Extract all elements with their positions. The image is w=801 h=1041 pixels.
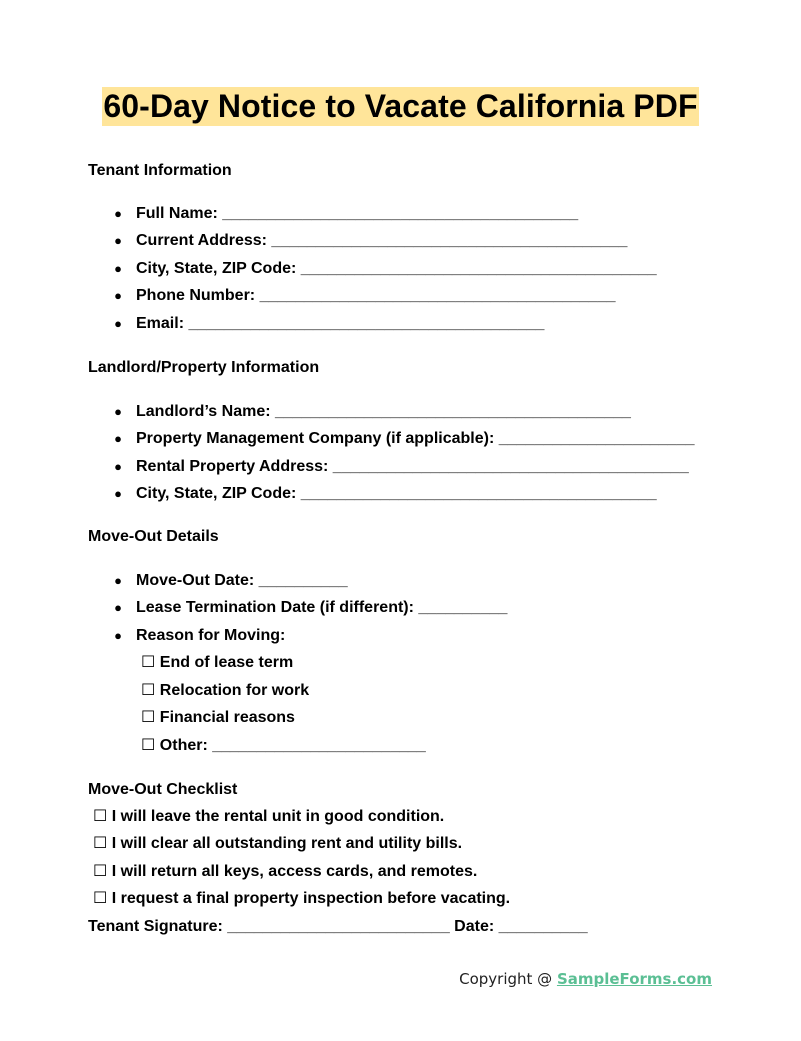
checklist-clear-bills-checkbox[interactable]: ☐ I will clear all outstanding rent and utility bills. <box>93 835 463 853</box>
checklist-return-keys-checkbox[interactable]: ☐ I will return all keys, access cards, and remotes. <box>93 862 478 880</box>
title-block <box>0 87 801 126</box>
moveout-date-field[interactable]: Move-Out Date: __________ <box>136 572 348 589</box>
tenant-full-name-field[interactable]: Full Name: ________________________________________ <box>136 205 579 222</box>
landlord-name-field[interactable]: Landlord’s Name: ________________________________________ <box>136 403 631 420</box>
bullet-icon: ● <box>114 600 122 616</box>
bullet-icon: ● <box>114 627 122 643</box>
reason-for-moving-label: Reason for Moving: <box>136 626 286 644</box>
bullet-icon: ● <box>114 233 122 249</box>
checklist-heading: Move-Out Checklist <box>88 781 238 798</box>
bullet-icon: ● <box>114 486 122 502</box>
bullet-icon: ● <box>114 404 122 419</box>
property-management-field[interactable]: Property Management Company (if applicable): ______________________ <box>136 430 695 448</box>
moveout-details-heading: Move-Out Details <box>88 528 219 545</box>
tenant-current-address-field[interactable]: Current Address: ________________________________________ <box>136 232 628 250</box>
bullet-icon: ● <box>114 288 122 304</box>
bullet-icon: ● <box>114 206 122 221</box>
tenant-phone-field[interactable]: Phone Number: ________________________________________ <box>136 287 616 305</box>
bullet-icon: ● <box>114 260 122 276</box>
copyright-prefix: Copyright @ <box>459 970 557 988</box>
landlord-city-state-zip-field[interactable]: City, State, ZIP Code: ________________________________________ <box>136 485 657 503</box>
signature-date-field[interactable]: Tenant Signature: _________________________ Date: __________ <box>88 918 588 935</box>
bullet-icon: ● <box>114 315 122 331</box>
tenant-info-heading: Tenant Information <box>88 162 232 179</box>
tenant-city-state-zip-field[interactable]: City, State, ZIP Code: ________________________________________ <box>136 259 657 277</box>
reason-other-checkbox[interactable]: ☐ Other: ________________________ <box>141 737 426 755</box>
bullet-icon: ● <box>114 573 122 588</box>
rental-address-field[interactable]: Rental Property Address: ________________________________________ <box>136 457 689 475</box>
checklist-final-inspection-checkbox[interactable]: ☐ I request a final property inspection before vacating. <box>93 890 511 908</box>
brand-link[interactable]: SampleForms.com <box>556 970 712 988</box>
reason-financial-checkbox[interactable]: ☐ Financial reasons <box>141 709 295 727</box>
tenant-email-field[interactable]: Email: ________________________________________ <box>136 314 545 332</box>
checklist-good-condition-checkbox[interactable]: ☐ I will leave the rental unit in good condition. <box>93 808 445 825</box>
lease-termination-date-field[interactable]: Lease Termination Date (if different): __________ <box>136 599 508 617</box>
bullet-icon: ● <box>114 431 122 447</box>
page-title: 60-Day Notice to Vacate California PDF <box>103 88 698 124</box>
reason-end-of-lease-checkbox[interactable]: ☐ End of lease term <box>141 654 294 671</box>
bullet-icon: ● <box>114 458 122 474</box>
reason-relocation-checkbox[interactable]: ☐ Relocation for work <box>141 681 310 699</box>
copyright-footer <box>459 969 712 989</box>
landlord-info-heading: Landlord/Property Information <box>88 359 320 376</box>
